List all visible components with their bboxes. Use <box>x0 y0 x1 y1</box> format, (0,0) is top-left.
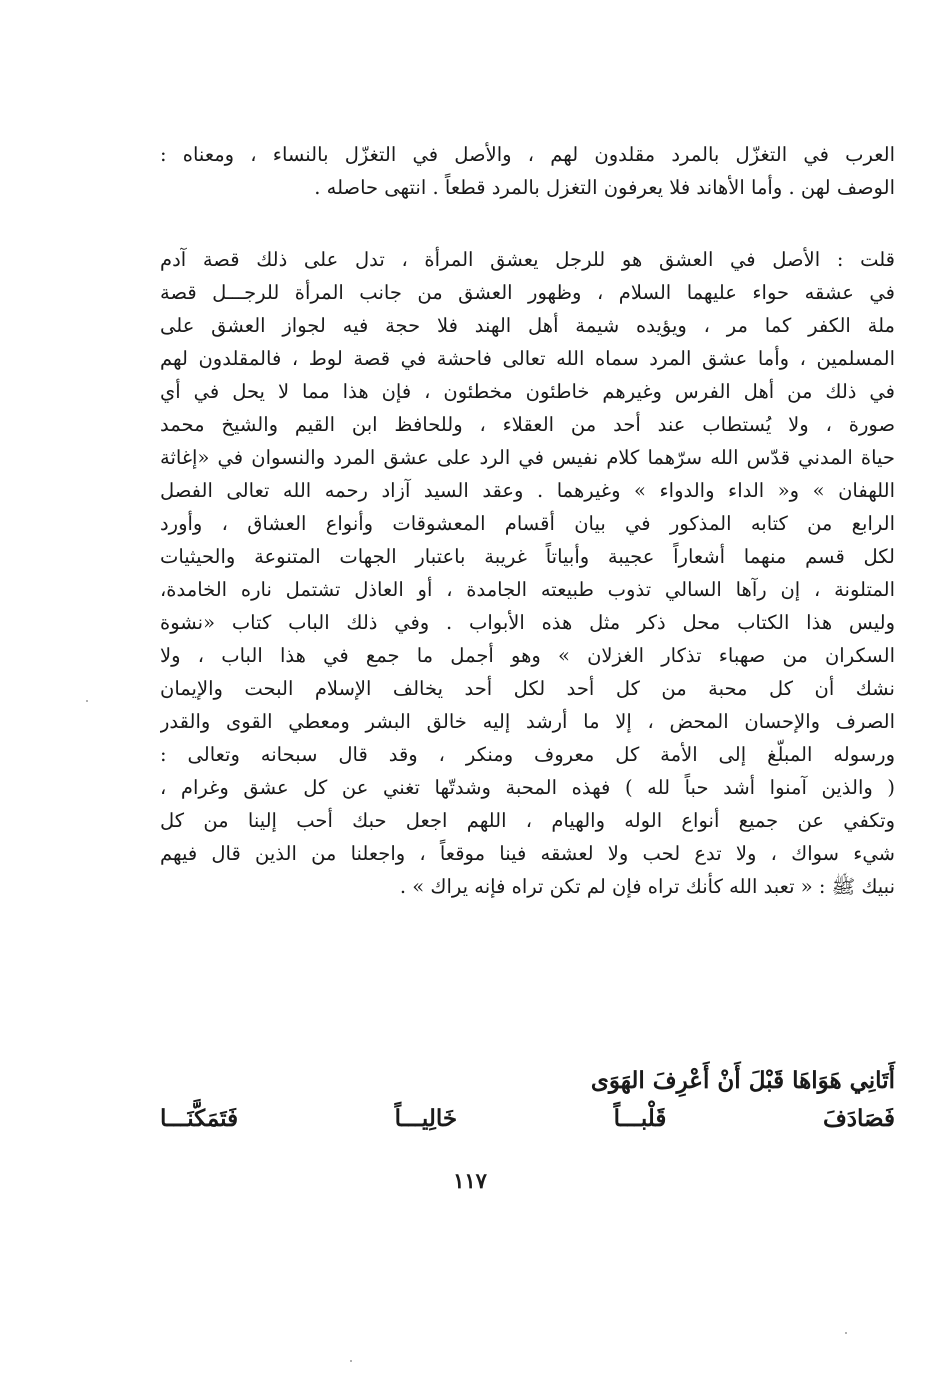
text-line: وتكفي عن جميع أنواع الوله والهيام ، اللهم اجعل حبك أحب إلينا من كل <box>160 809 895 832</box>
text-line: السكران من صهباء تذكار الغزلان » وهو أجمل ما جمع في هذا الباب ، ولا <box>160 644 895 667</box>
text-line: لكل قسم منهما أشعاراً عجيبة وأبياتاً غريبة باعتبار الجهات المتنوعة والحيثيات <box>160 545 895 568</box>
text-line: في عشقه حواء عليهما السلام ، وظهور العشق من جانب المرأة للرجـــل قصة <box>160 281 895 304</box>
text-line: الرابع من كتابه المذكور في بيان أقسام المعشوقات وأنواع العشاق ، وأورد <box>160 512 895 535</box>
text-line: نبيك ﷺ : « تعبد الله كأنك تراه فإن لم تكن تراه فإنه يراك » . <box>399 875 895 898</box>
scan-speck <box>86 700 88 702</box>
text-line: الصرف والإحسان المحض ، إلا ما أرشد إليه خالق البشر ومعطي القوى والقدر <box>160 710 895 733</box>
page-number: ١١٧ <box>453 1168 487 1193</box>
text-line: نشك أن كل محبة من كل أحد لكل أحد يخالف الإسلام البحت والإيمان <box>160 677 895 700</box>
text-line: المسلمين ، وأما عشق المرد سماه الله تعالى فاحشة في قصة لوط ، فالمقلدون لهم <box>160 347 895 370</box>
scan-speck <box>350 1360 352 1362</box>
poem-verse-first: أَتَانِي هَوَاهَا قَبْلَ أَنْ أَعْرِفَ الهَوَى <box>590 1067 895 1094</box>
text-line: الوصف لهن . وأما الأهاند فلا يعرفون التغزل بالمرد قطعاً . انتهى حاصله . <box>314 176 895 199</box>
main-paragraph <box>160 243 895 903</box>
text-line: حياة المدني قدّس الله سرّهما كلام نفيس في الرد على عشق المرد والنسوان في «إغاثة <box>160 446 895 469</box>
text-line: في ذلك من أهل الفرس وغيرهم خاطئون مخطئون ، فإن هذا مما لا يحل في أي <box>160 380 895 403</box>
text-line: ملة الكفر كما مر ، ويؤيده شيمة أهل الهند فلا حجة فيه لجواز العشق على <box>160 314 895 337</box>
text-line: ( والذين آمنوا أشد حباً لله ) فهذه المحبة وشدتّها تغني عن كل عشق وغرام ، <box>160 776 895 799</box>
intro-paragraph <box>160 138 895 204</box>
text-line: قلت : الأصل في العشق هو للرجل يعشق المرأة ، تدل على ذلك قصة آدم <box>160 248 895 271</box>
text-line: ورسوله المبلّغ إلى الأمة كل معروف ومنكر ، وقد قال سبحانه وتعالى : <box>160 743 895 766</box>
text-line: شيء سواك ، ولا تدع لحب ولا لعشقه فينا موقعاً ، واجعلنا من الذين قال فيهم <box>160 842 895 865</box>
scan-speck <box>845 1332 847 1334</box>
text-line: المتلونة ، إن رآها السالي تذوب طبيعته الجامدة ، أو العاذل تشتمل ناره الخامدة، <box>160 578 895 601</box>
text-line: اللهفان » و« الداء والدواء » وغيرهما . وعقد السيد آزاد رحمه الله تعالى الفصل <box>160 479 895 502</box>
text-line: العرب في التغزّل بالمرد مقلدون لهم ، والأصل في التغزّل بالنساء ، ومعناه : <box>160 143 895 166</box>
text-line: صورة ، ولا يُستطاب عند أحد من العقلاء ، وللحافظ ابن القيم والشيخ محمد <box>160 413 895 436</box>
poem-verse-second: فَصَادَفَ قَلْبـــاً خَالِيـــاً فَتَمَكَّنَـــا <box>160 1105 895 1132</box>
text-line: وليس هذا الكتاب محل ذكر مثل هذه الأبواب . وفي ذلك الباب كتاب «نشوة <box>160 611 895 634</box>
